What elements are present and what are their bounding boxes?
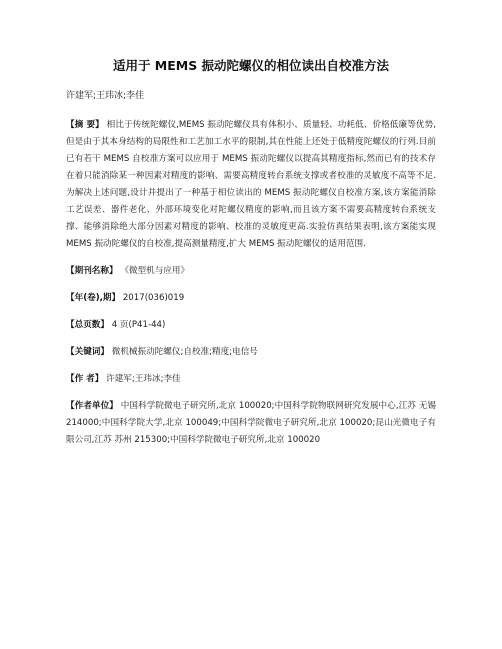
abstract-section — [66, 117, 436, 253]
affiliation-section — [66, 398, 436, 449]
year-issue-section — [66, 290, 436, 307]
affiliation-label: 【作者单位】 — [66, 401, 118, 411]
year-issue-label: 【年(卷),期】 — [66, 293, 121, 303]
pages-label: 【总页数】 — [66, 320, 109, 330]
pages-section — [66, 317, 436, 334]
journal-label: 【期刊名称】 — [66, 266, 118, 276]
affiliation-text: 中国科学院微电子研究所,北京 100020;中国科学院物联网研究发展中心,江苏 无锡 214000;中国科学院大学,北京 100049;中国科学院微电子研究所,北京 100020;昆山光微电子有限公司,江苏 苏州 215300;中国科学院微电子研究所,北京 100020 — [66, 401, 436, 445]
author-label: 【作 者】 — [66, 374, 104, 384]
keywords-label: 【关键词】 — [66, 347, 109, 357]
journal-section — [66, 263, 436, 280]
author-section — [66, 371, 436, 388]
author-text: 许建军;王玮冰;李佳 — [106, 374, 181, 384]
document-page — [66, 58, 436, 459]
abstract-text: 相比于传统陀螺仪,MEMS 振动陀螺仪具有体积小、质量轻、功耗低、价格低廉等优势,但是由于其本身结构的局限性和工艺加工水平的限制,其在性能上还处于低精度陀螺仪的行列.目前已有若干 MEMS 自校准方案可以应用于 MEMS 振动陀螺仪以提高其精度指标,然而已有的技术存在着只能消除某一种因素对精度的影响、需要高精度转台系统支撑或者校准的灵敏度不高等不足.为解决上述问题,设计并提出了一种基于相位读出的 MEMS 振动陀螺仪自校准方案,该方案能消除工艺误差、器件老化、外部环境变化对陀螺仪精度的影响,而且该方案不需要高精度转台系统支撑、能够消除绝大部分因素对精度的影响、校准的灵敏度更高.实验仿真结果表明,该方案能实现 MEMS 振动陀螺仪的自校准,提高测量精度,扩大 MEMS 振动陀螺仪的适用范围. — [66, 120, 436, 249]
abstract-label: 【摘 要】 — [66, 120, 104, 130]
pages-text: 4 页(P41-44) — [111, 320, 166, 330]
journal-text: 《微型机与应用》 — [120, 266, 190, 276]
year-issue-text: 2017(036)019 — [122, 293, 185, 303]
keywords-text: 微机械振动陀螺仪;自校准;精度;电信号 — [111, 347, 258, 357]
document-title: 适用于 MEMS 振动陀螺仪的相位读出自校准方法 — [112, 58, 390, 73]
keywords-section — [66, 344, 436, 361]
document-authors: 许建军;王玮冰;李佳 — [66, 91, 145, 101]
